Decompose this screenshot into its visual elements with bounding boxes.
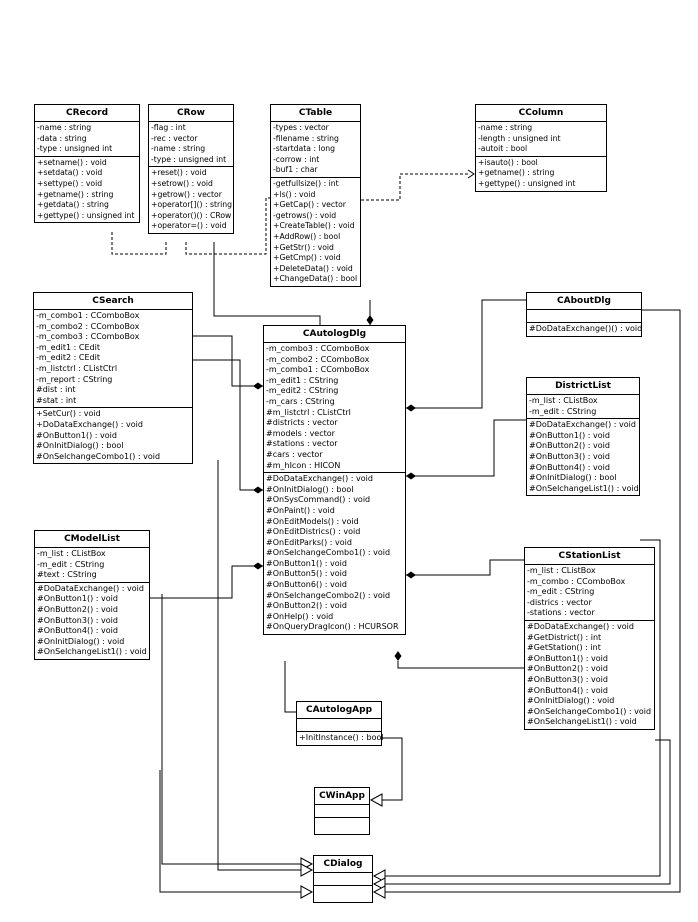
class-box-cmodellist — [34, 530, 150, 660]
operation-row: +AddRow() : bool — [273, 231, 341, 241]
class-name: CWinApp — [319, 791, 365, 801]
operation-row: +getdata() : string — [37, 200, 109, 210]
operation-row: +GetCap() : vector — [273, 200, 346, 210]
attribute-row: #dist : int — [36, 385, 76, 395]
attribute-row: -m_listctrl : CListCtrl — [36, 363, 118, 373]
operation-row: #OnSelchangeList1() : void — [529, 483, 639, 493]
operation-row: #OnButton2() : void — [527, 664, 608, 674]
attribute-row: #stations : vector — [266, 439, 338, 449]
attributes-compartment — [314, 872, 372, 885]
operation-row: +isauto() : bool — [478, 157, 538, 167]
operations-compartment — [35, 582, 149, 659]
operation-row: #OnSelchangeCombo1() : void — [527, 706, 652, 716]
generalization-arrowhead — [301, 886, 312, 898]
generalization-arrowhead — [374, 886, 385, 898]
operation-row: #OnButton1() : void — [527, 653, 608, 663]
dependency-ctable-ccolumn — [361, 174, 468, 200]
operation-row: #OnButton3() : void — [37, 615, 118, 625]
attribute-row: -startdata : long — [273, 144, 336, 154]
composition-diamond — [406, 405, 416, 412]
operation-row: #GetStation() : int — [527, 643, 601, 653]
composition-diamond — [253, 383, 263, 390]
generalization-cstationlist — [385, 740, 670, 884]
operation-row: #OnInitDialog() : void — [527, 696, 615, 706]
attributes-compartment — [149, 121, 233, 166]
attribute-row: -m_combo3 : CComboBox — [266, 344, 370, 353]
operations-compartment — [149, 166, 233, 233]
operation-row: +operator[]() : string — [151, 200, 233, 210]
class-box-ccolumn — [475, 104, 607, 192]
attributes-compartment — [527, 394, 639, 418]
attributes-compartment — [34, 309, 192, 407]
attribute-row: #models : vector — [266, 428, 335, 438]
class-name: CRow — [176, 108, 206, 118]
operation-row: #OnButton1() : void — [266, 558, 347, 568]
attribute-row: #m_listctrl : CListCtrl — [266, 407, 351, 417]
composition-caboutdlg — [406, 300, 526, 408]
class-box-cautologapp — [296, 701, 382, 746]
attribute-row: #cars : vector — [266, 449, 323, 459]
class-box-caboutdlg — [526, 292, 642, 337]
operation-row: #OnButton6() : void — [266, 580, 347, 590]
operations-compartment — [314, 885, 372, 902]
operation-row: #OnButton2() : void — [37, 604, 118, 614]
class-name: CSearch — [92, 296, 134, 306]
attributes-compartment — [35, 121, 139, 156]
attribute-row: #stat : int — [36, 395, 77, 405]
attribute-row: -m_combo1 : CComboBox — [266, 365, 370, 375]
class-name: CColumn — [518, 108, 564, 118]
attributes-compartment — [476, 121, 606, 156]
class-name: CTable — [298, 108, 333, 118]
operation-row: +setrow() : void — [151, 178, 213, 188]
operation-row: +getname() : string — [37, 189, 114, 199]
attributes-compartment — [271, 121, 360, 177]
class-box-crow — [148, 104, 234, 234]
operation-row: +settype() : void — [37, 178, 103, 188]
attribute-row: -autoit : bool — [478, 144, 528, 154]
composition-diamond — [253, 563, 263, 570]
operation-row: +SetCur() : void — [36, 409, 101, 419]
attributes-compartment — [297, 718, 381, 731]
attribute-row: #districts : vector — [266, 418, 338, 428]
operation-row: #DoDataExchange() : void — [266, 474, 373, 484]
dependency-arrowhead — [468, 170, 474, 178]
operation-row: #OnInitDialog() : bool — [266, 484, 354, 494]
attribute-row: -m_edit1 : CEdit — [36, 342, 100, 352]
attributes-compartment — [315, 804, 369, 817]
attribute-row: -m_list : CListBox — [529, 396, 598, 405]
operations-compartment — [527, 322, 641, 336]
operation-row: +InitInstance() : bool — [299, 733, 384, 742]
operation-row: #OnInitDialog() : bool — [529, 473, 617, 483]
class-name: CAutologApp — [305, 705, 373, 715]
attribute-row: -m_edit : CString — [527, 587, 595, 597]
operation-row: +ls() : void — [273, 189, 316, 199]
operation-row: #OnButton1() : void — [37, 594, 118, 604]
operation-row: #OnButton3() : void — [527, 674, 608, 684]
attribute-row: -name : string — [37, 123, 92, 132]
operation-row: #DoDataExchange() : void — [527, 621, 634, 631]
composition-diamond — [253, 487, 263, 494]
class-name: DistrictList — [555, 381, 611, 391]
operation-row: +gettype() : unsigned int — [478, 178, 576, 188]
operations-compartment — [476, 156, 606, 191]
class-name: CModelList — [64, 534, 120, 544]
operation-row: #OnButton2() : void — [266, 601, 347, 611]
attribute-row: -filename : string — [273, 133, 339, 143]
operation-row: #OnSelchangeList1() : void — [527, 717, 637, 727]
operation-row: #OnSelchangeList1() : void — [37, 647, 147, 657]
attribute-row: -m_edit1 : CString — [266, 375, 339, 385]
attribute-row: #text : CString — [37, 570, 97, 580]
operation-row: +DeleteData() : void — [273, 263, 353, 273]
operation-row: +gettype() : unsigned int — [37, 210, 135, 220]
class-box-ctable — [270, 104, 361, 287]
attribute-row: -m_combo2 : CComboBox — [266, 354, 370, 364]
operation-row: -getfullsize() : int — [273, 178, 339, 188]
attribute-row: -stations : vector — [527, 608, 595, 618]
operations-compartment — [264, 472, 405, 634]
operation-row: #OnButton5() : void — [266, 569, 347, 579]
attribute-row: -m_report : CString — [36, 374, 113, 384]
generalization-cwinapp — [382, 738, 402, 800]
attribute-row: -rec : vector — [151, 133, 198, 143]
attribute-row: -length : unsigned int — [478, 133, 561, 143]
operation-row: #OnButton4() : void — [527, 685, 608, 695]
association-app — [285, 661, 296, 712]
attribute-row: -m_edit : CString — [529, 406, 597, 416]
class-box-crecord — [34, 104, 140, 223]
operation-row: +ChangeData() : bool — [273, 274, 358, 284]
attribute-row: -flag : int — [151, 123, 186, 132]
operation-row: +getname() : string — [478, 168, 555, 178]
operation-row: #OnInitDialog() : bool — [36, 441, 124, 451]
operation-row: #OnButton1() : void — [36, 430, 117, 440]
attribute-row: -type : unsigned int — [151, 154, 227, 164]
operation-row: #GetDistrict() : int — [527, 632, 602, 642]
operation-row: +operator=() : void — [151, 221, 227, 231]
composition-cstationlist — [406, 560, 524, 575]
generalization-arrowhead — [371, 794, 382, 806]
operation-row: +GetStr() : void — [273, 242, 334, 252]
composition-csearch — [193, 336, 263, 386]
attribute-row: -m_edit2 : CEdit — [36, 353, 100, 363]
operation-row: #OnEditDistrics() : void — [266, 527, 361, 537]
operation-row: #DoDataExchange()() : void — [529, 324, 643, 333]
class-name: CAutologDlg — [302, 329, 367, 339]
attribute-row: -data : string — [37, 133, 87, 143]
operation-row: #OnEditParks() : void — [266, 537, 352, 547]
operation-row: +GetCmp() : void — [273, 253, 341, 263]
operation-row: +operator()() : CRow — [151, 210, 232, 220]
attribute-row: -m_cars : CString — [266, 396, 335, 406]
operation-row: #DoDataExchange() : void — [37, 583, 144, 593]
operations-compartment — [525, 620, 654, 729]
operations-compartment — [35, 156, 139, 223]
generalization-dialog-left — [160, 770, 301, 892]
operation-row: #OnSelchangeCombo1() : void — [36, 451, 161, 461]
operation-row: #OnEditModels() : void — [266, 516, 359, 526]
class-box-cwinapp — [314, 787, 370, 835]
operations-compartment — [527, 418, 639, 495]
operations-compartment — [271, 177, 360, 286]
operation-row: #OnSelchangeCombo2() : void — [266, 590, 391, 600]
attribute-row: -m_edit2 : CString — [266, 386, 339, 396]
class-box-cautologdlg — [263, 325, 406, 635]
class-name: CAboutDlg — [557, 296, 611, 306]
operation-row: #OnQueryDragIcon() : HCURSOR — [266, 622, 399, 632]
operation-row: #OnButton2() : void — [529, 441, 610, 451]
attribute-row: -m_combo2 : CComboBox — [36, 321, 140, 331]
attribute-row: -name : string — [151, 144, 206, 154]
attribute-row: -m_combo3 : CComboBox — [36, 332, 140, 342]
class-box-cdialog — [313, 855, 373, 903]
operation-row: #OnSelchangeCombo1() : void — [266, 548, 391, 558]
operation-row: #OnButton4() : void — [37, 626, 118, 636]
attributes-compartment — [527, 309, 641, 322]
operation-row: +setdata() : void — [37, 168, 103, 178]
composition-cmodellist — [150, 566, 263, 598]
attribute-row: -types : vector — [273, 123, 329, 132]
composition-csearch-2 — [193, 360, 263, 490]
operation-row: #OnButton1() : void — [529, 430, 610, 440]
composition-diamond — [406, 473, 416, 480]
operation-row: #OnInitDialog() : void — [37, 636, 125, 646]
operation-row: -getrows() : void — [273, 210, 337, 220]
operation-row: +DoDataExchange() : void — [36, 419, 143, 429]
attribute-row: -m_list : CListBox — [527, 566, 596, 575]
operation-row: #OnButton3() : void — [529, 451, 610, 461]
attribute-row: -buf1 : char — [273, 165, 318, 175]
attribute-row: -m_combo : CComboBox — [527, 576, 626, 586]
class-box-cstationlist — [524, 547, 655, 730]
attribute-row: -m_combo1 : CComboBox — [36, 311, 140, 320]
attribute-row: -m_list : CListBox — [37, 549, 106, 558]
composition-diamond — [406, 572, 416, 579]
class-name: CDialog — [323, 859, 363, 869]
operation-row: #DoDataExchange() : void — [529, 420, 636, 430]
operation-row: #OnSysCommand() : void — [266, 495, 371, 505]
attribute-row: -type : unsigned int — [37, 144, 113, 154]
operation-row: +setname() : void — [37, 157, 107, 167]
attributes-compartment — [35, 547, 149, 582]
operation-row: +reset() : void — [151, 168, 207, 178]
class-box-districtlist — [526, 377, 640, 496]
composition-diamond — [367, 315, 374, 325]
operation-row: #OnPaint() : void — [266, 505, 335, 515]
operations-compartment — [34, 407, 192, 463]
attribute-row: -districs : vector — [527, 597, 592, 607]
operation-row: +CreateTable() : void — [273, 221, 355, 231]
operation-row: #OnHelp() : void — [266, 611, 334, 621]
class-name: CStationList — [558, 551, 621, 561]
composition-diamond — [395, 651, 402, 661]
composition-districtlist — [406, 420, 526, 476]
operations-compartment — [315, 817, 369, 834]
attributes-compartment — [264, 342, 405, 472]
operation-row: +getrow() : vector — [151, 189, 222, 199]
attribute-row: #m_hIcon : HICON — [266, 460, 341, 470]
class-box-csearch — [33, 292, 193, 464]
class-name: CRecord — [65, 108, 109, 118]
operations-compartment — [297, 731, 384, 745]
attribute-row: -m_edit : CString — [37, 559, 105, 569]
operation-row: #OnButton4() : void — [529, 462, 610, 472]
dependency-crow-crecord — [112, 232, 166, 254]
attributes-compartment — [525, 564, 654, 620]
attribute-row: -name : string — [478, 123, 533, 132]
attribute-row: -corrow : int — [273, 154, 320, 164]
